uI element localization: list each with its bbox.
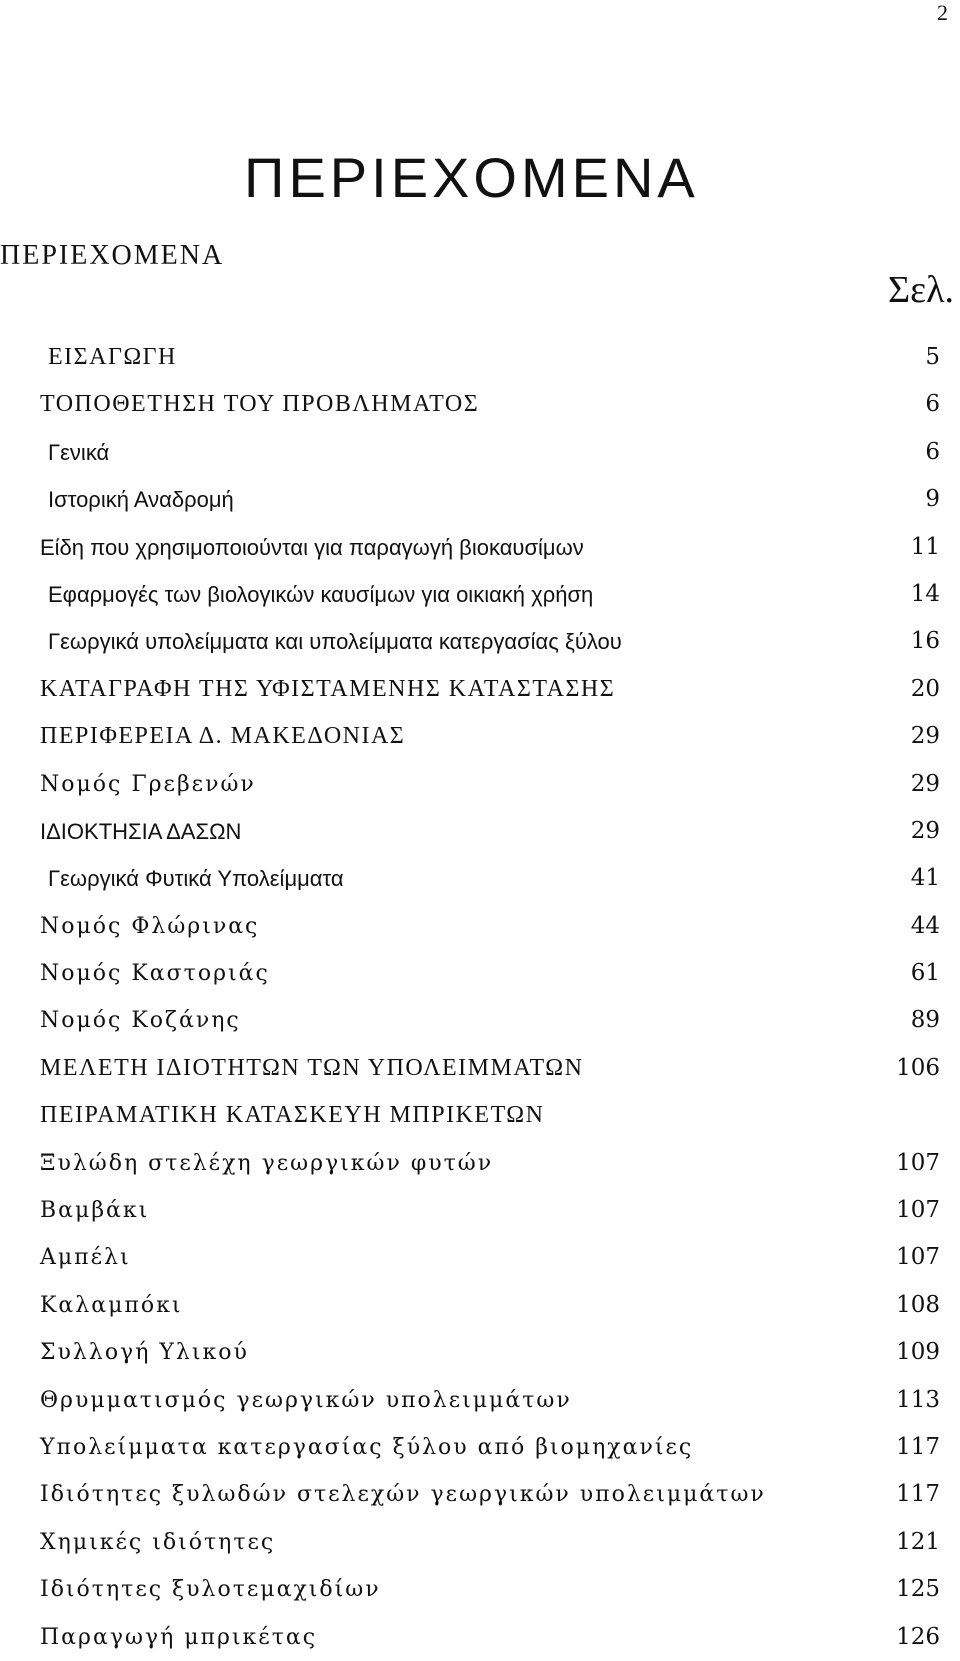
toc-entry-title: ΙΔΙΟΚΤΗΣΙΑ ΔΑΣΩΝ [40,818,242,844]
toc-entry-title: Βαμβάκι [40,1198,150,1224]
toc-entry-title: Θρυμματισμός γεωργικών υπολειμμάτων [40,1387,572,1413]
toc-entry[interactable] [0,1282,960,1329]
toc-entry-page: 126 [896,1623,940,1650]
toc-entry-page: 107 [896,1197,940,1224]
toc-entry[interactable] [0,997,960,1044]
toc-entry-title: Γεωργικά Φυτικά Υπολείμματα [48,866,344,892]
toc-entry[interactable] [0,524,960,571]
toc-entry[interactable] [0,1519,960,1566]
toc-entry[interactable] [0,1471,960,1518]
toc-entry-page: 6 [925,391,940,418]
toc-entry-page: 61 [910,960,940,987]
toc-entry-page: 121 [896,1528,940,1555]
toc-entry-page: 20 [910,675,940,702]
toc-entry[interactable] [0,1234,960,1281]
toc-entry-page: 29 [910,817,940,844]
toc-entry-title: Νομός Φλώρινας [40,913,260,939]
toc-entry[interactable] [0,381,960,428]
toc-entry[interactable] [0,1614,960,1661]
page-column-label: Σελ. [888,269,954,311]
toc-entry-title: Γενικά [48,439,110,465]
toc-entry[interactable] [0,808,960,855]
toc-entry[interactable] [0,618,960,665]
toc-entry-title: ΕΙΣΑΓΩΓΗ [48,344,177,370]
toc-entry-title: Χημικές ιδιότητες [40,1529,276,1555]
toc-entry-title: Νομός Γρεβενών [40,771,256,797]
toc-entry[interactable] [0,1377,960,1424]
toc-entry[interactable] [0,1092,960,1139]
toc-entry[interactable] [0,666,960,713]
toc-entry[interactable] [0,334,960,381]
toc-entry[interactable] [0,713,960,760]
toc-entry-page: 11 [910,533,940,560]
toc-entry[interactable] [0,1140,960,1187]
toc-entry-page: 9 [925,486,940,513]
toc-entry-page: 29 [910,770,940,797]
toc-entry-title: Νομός Κοζάνης [40,1008,241,1034]
toc-entry-title: Παραγωγή μπρικέτας [40,1624,318,1650]
toc-entry-page: 44 [910,912,940,939]
toc-entry[interactable] [0,1329,960,1376]
toc-entry-title: ΤΟΠΟΘΕΤΗΣΗ ΤΟΥ ΠΡΟΒΛΗΜΑΤΟΣ [40,391,480,418]
toc-entry-page: 117 [896,1481,940,1508]
toc-entry-page: 89 [910,1007,940,1034]
toc-entry[interactable] [0,571,960,618]
toc-entry[interactable] [0,476,960,523]
page-title: ΠΕΡΙΕΧΟΜΕΝΑ [244,146,699,209]
toc-entry-page: 5 [925,344,940,370]
toc-entry-title: Γεωργικά υπολείμματα και υπολείμματα κατεργασίας ξύλου [48,629,622,655]
toc-entry-page: 108 [896,1291,940,1318]
toc-entry-title: Αμπέλι [40,1245,131,1271]
toc-entry[interactable] [0,1424,960,1471]
page-number: 2 [937,0,948,25]
toc-entry[interactable] [0,761,960,808]
toc-entry[interactable] [0,1566,960,1613]
toc-entry[interactable] [0,855,960,902]
toc-entry-title: Υπολείμματα κατεργασίας ξύλου από βιομηχανίες [40,1434,694,1460]
toc-entry-page: 14 [910,580,940,607]
toc-entry-title: Εφαρμογές των βιολογικών καυσίμων για οικιακή χρήση [48,581,594,607]
toc-entry[interactable] [0,429,960,476]
toc-entry-page: 16 [910,628,940,655]
toc-entry-page: 106 [896,1054,940,1081]
toc-entry-page: 117 [896,1433,940,1460]
toc-entry-title: Ιδιότητες ξυλοτεμαχιδίων [40,1577,381,1603]
toc-entry-title: Καλαμπόκι [40,1292,183,1318]
toc-entry-page: 113 [896,1386,940,1413]
toc-entry-page: 29 [910,723,940,750]
toc-entry-title: Συλλογή Υλικού [40,1340,249,1366]
toc-entry-page: 125 [896,1576,940,1603]
toc-entry-title: Είδη που χρησιμοποιούνται για παραγωγή βιοκαυσίμων [40,534,584,560]
toc-entry[interactable] [0,1187,960,1234]
toc-entry-title: Ιδιότητες ξυλωδών στελεχών γεωργικών υπολειμμάτων [40,1482,766,1508]
toc-entry[interactable] [0,1045,960,1092]
toc-entry[interactable] [0,950,960,997]
toc-entry-title: Ιστορική Αναδρομή [48,487,234,513]
toc-entry-title: Νομός Καστοριάς [40,961,270,987]
table-of-contents [0,334,960,1661]
toc-entry-page: 107 [896,1244,940,1271]
toc-entry[interactable] [0,903,960,950]
toc-entry-page: 6 [925,438,940,465]
toc-entry-title: ΜΕΛΕΤΗ ΙΔΙΟΤΗΤΩΝ ΤΩΝ ΥΠΟΛΕΙΜΜΑΤΩΝ [40,1054,584,1081]
toc-entry-title: ΠΕΡΙΦΕΡΕΙΑ Δ. ΜΑΚΕΔΟΝΙΑΣ [40,723,406,750]
contents-heading: ΠΕΡΙΕΧΟΜΕΝΑ [0,240,225,271]
toc-entry-page: 41 [910,865,940,892]
toc-entry-page: 107 [896,1149,940,1176]
toc-entry-page: 109 [896,1339,940,1366]
toc-entry-title: ΠΕΙΡΑΜΑΤΙΚΗ ΚΑΤΑΣΚΕΥΗ ΜΠΡΙΚΕΤΩΝ [40,1102,545,1129]
toc-entry-title: Ξυλώδη στελέχη γεωργικών φυτών [40,1150,494,1176]
toc-entry-title: ΚΑΤΑΓΡΑΦΗ ΤΗΣ ΥΦΙΣΤΑΜΕΝΗΣ ΚΑΤΑΣΤΑΣΗΣ [40,675,616,702]
